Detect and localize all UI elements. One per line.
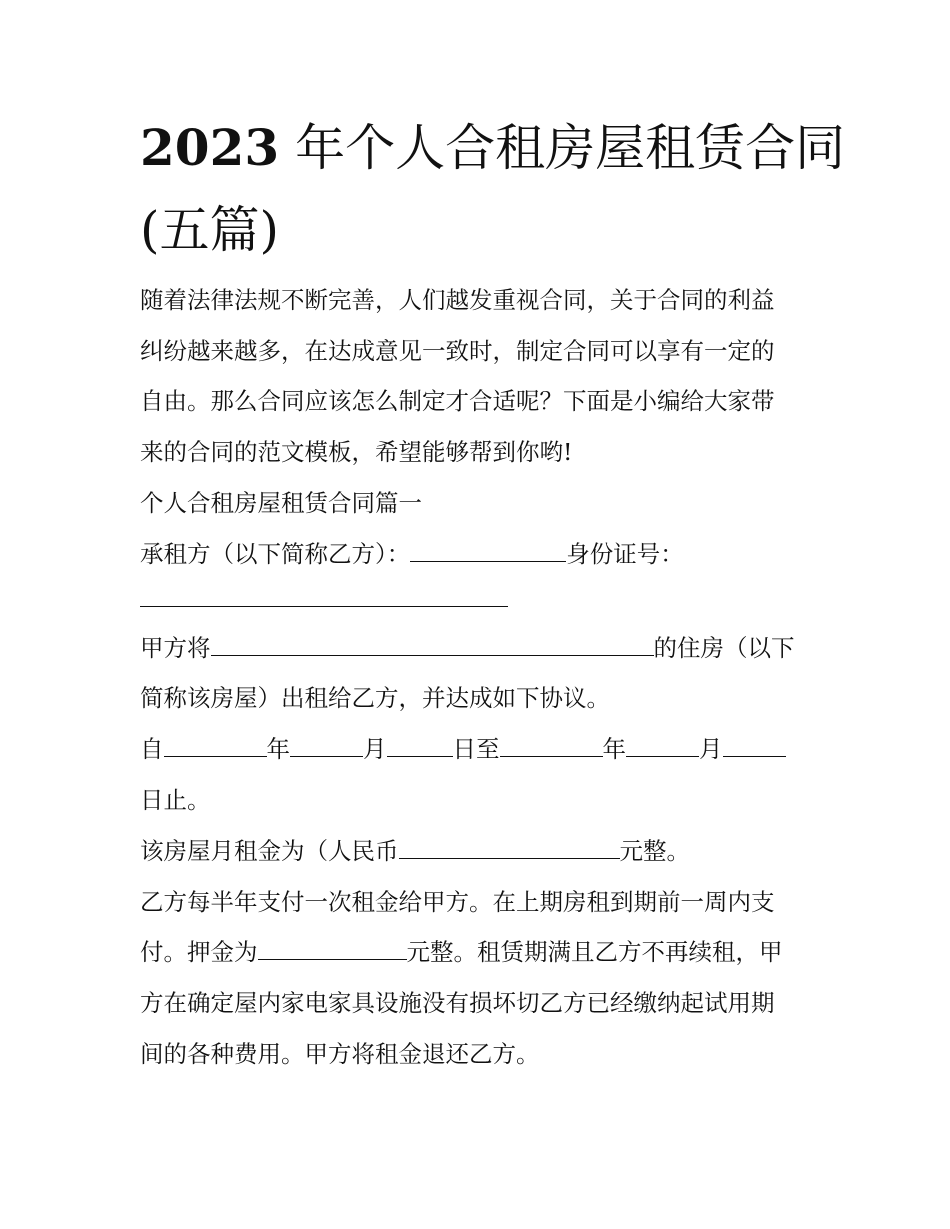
- payment-line-2: [140, 935, 783, 969]
- term-end-line: 日止。: [140, 786, 211, 814]
- tenant-name-blank: [410, 541, 566, 562]
- term-line: [140, 732, 786, 766]
- intro-paragraph-line-2: 纠纷越来越多，在达成意见一致时，制定合同可以享有一定的: [140, 337, 775, 365]
- id-number-line: [140, 582, 508, 616]
- tenant-label: 承租方（以下简称乙方）：: [140, 540, 411, 568]
- payment-line-4: 间的各种费用。甲方将租金退还乙方。: [140, 1040, 540, 1068]
- deposit-suffix: 元整。租赁期满且乙方不再续租，甲: [406, 938, 783, 966]
- house-line-2: 简称该房屋）出租给乙方，并达成如下协议。: [140, 684, 610, 712]
- term-month-label-1: 月: [363, 735, 387, 763]
- start-day-blank: [387, 736, 453, 757]
- document-title: [140, 108, 846, 188]
- house-line-1: [140, 631, 795, 665]
- house-suffix: 的住房（以下: [653, 634, 795, 662]
- rent-suffix: 元整。: [619, 837, 690, 865]
- document-title-subtitle: (五篇): [140, 201, 280, 259]
- end-year-blank: [500, 736, 603, 757]
- house-prefix: 甲方将: [140, 634, 211, 662]
- deposit-amount-blank: [258, 939, 407, 960]
- end-day-blank: [723, 736, 786, 757]
- term-from: 自: [140, 735, 164, 763]
- deposit-prefix: 付。押金为: [140, 938, 258, 966]
- rent-line: [140, 834, 690, 868]
- rent-amount-blank: [399, 838, 620, 859]
- intro-paragraph-line-1: 随着法律法规不断完善，人们越发重视合同，关于合同的利益: [140, 286, 775, 314]
- term-day-to: 日至: [452, 735, 500, 763]
- end-month-blank: [626, 736, 699, 757]
- title-year: 2023: [140, 118, 280, 177]
- intro-paragraph-line-4: 来的合同的范文模板，希望能够帮到你哟!: [140, 438, 573, 466]
- start-month-blank: [290, 736, 363, 757]
- term-month-label-2: 月: [699, 735, 723, 763]
- title-text: 年个人合租房屋租赁合同: [295, 119, 846, 177]
- id-number-blank: [140, 586, 508, 607]
- id-label: 身份证号：: [566, 540, 684, 568]
- payment-line-3: 方在确定屋内家电家具设施没有损坏切乙方已经缴纳起试用期: [140, 989, 775, 1017]
- house-address-blank: [211, 635, 654, 656]
- intro-paragraph-line-3: 自由。那么合同应该怎么制定才合适呢？下面是小编给大家带: [140, 387, 775, 415]
- term-year-label-1: 年: [266, 735, 290, 763]
- term-year-label-2: 年: [602, 735, 626, 763]
- rent-prefix: 该房屋月租金为（人民币: [140, 837, 399, 865]
- section-heading: 个人合租房屋租赁合同篇一: [140, 489, 422, 517]
- tenant-line: [140, 537, 684, 571]
- start-year-blank: [164, 736, 267, 757]
- payment-line-1: 乙方每半年支付一次租金给甲方。在上期房租到期前一周内支: [140, 888, 775, 916]
